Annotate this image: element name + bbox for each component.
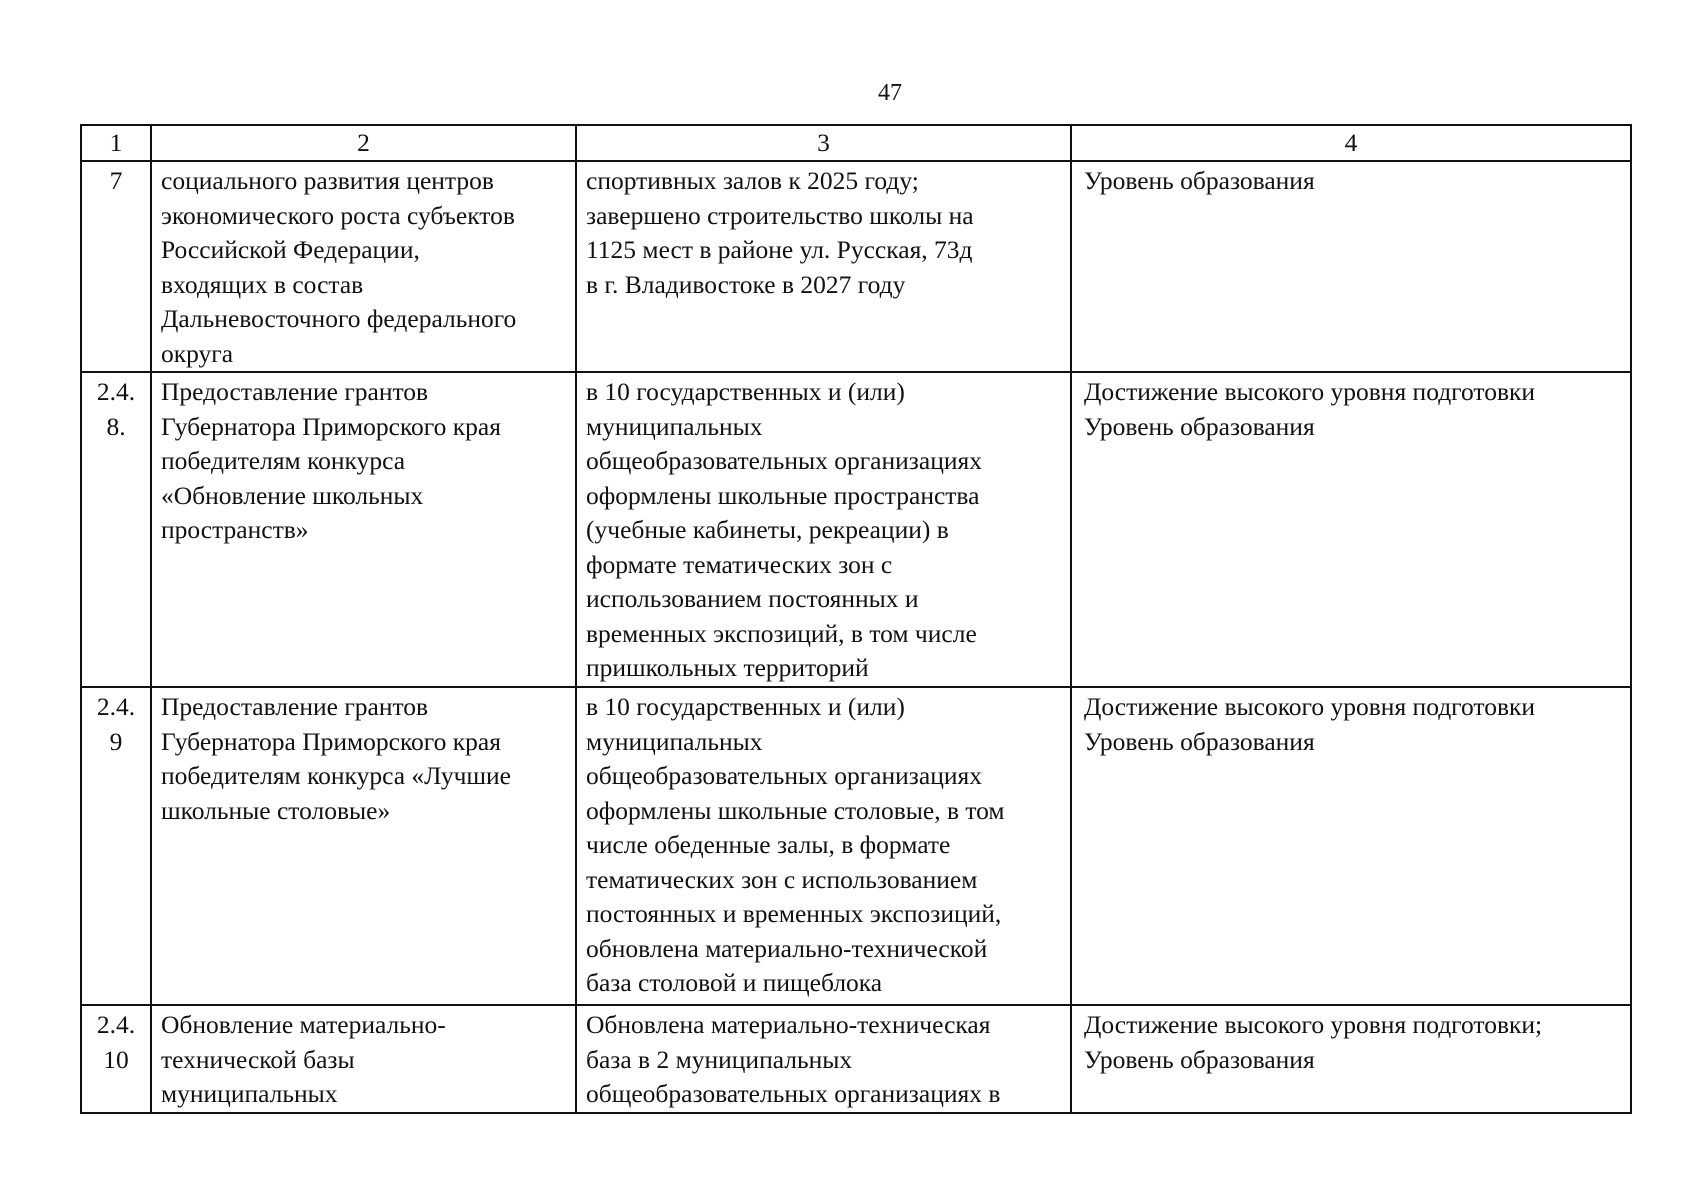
- measure-name-line: победителям конкурса: [161, 446, 406, 475]
- indicator-cell: [1071, 1005, 1631, 1113]
- row-number: 7: [109, 166, 123, 195]
- row-number: 2.4.: [96, 1010, 136, 1039]
- measure-result-line: база столовой и пищеблока: [586, 968, 883, 997]
- measure-name-line: входящих в состав: [161, 269, 364, 299]
- measure-result-line: завершено строительство школы на: [586, 200, 974, 230]
- measure-name-line: Дальневосточного федерального: [161, 304, 517, 333]
- measure-result-line: муниципальных: [586, 411, 763, 441]
- measure-result-line: постоянных и временных экспозиций,: [586, 899, 1002, 928]
- measure-result-line: 1125 мест в районе ул. Русская, 73д: [586, 235, 973, 264]
- measure-name-line: Предоставление грантов: [161, 692, 429, 721]
- table-header-row: [81, 125, 1631, 161]
- measure-result-line: (учебные кабинеты, рекреации) в: [586, 515, 949, 544]
- measure-result-line: в 10 государственных и (или): [586, 377, 905, 406]
- row-number-cell: [81, 1005, 151, 1113]
- measure-result-line: общеобразовательных организациях в: [586, 1079, 1001, 1108]
- row-number-cell: [81, 372, 151, 687]
- row-number-cell: [81, 687, 151, 1005]
- measure-result-line: обновлена материально-технической: [586, 933, 988, 963]
- measure-result-line: пришкольных территорий: [586, 653, 869, 682]
- table-row: [81, 161, 1631, 372]
- measure-name-cell: [151, 1005, 576, 1113]
- measure-result-line: использованием постоянных и: [586, 584, 919, 613]
- measure-result-line: в г. Владивостоке в 2027 году: [586, 269, 906, 299]
- measure-result-line: база в 2 муниципальных: [586, 1044, 853, 1074]
- measure-name-line: Губернатора Приморского края: [161, 726, 501, 756]
- measure-result-cell: [576, 161, 1071, 372]
- measure-result-line: числе обеденные залы, в формате: [586, 830, 951, 859]
- indicator-line: Достижение высокого уровня подготовки: [1084, 692, 1536, 721]
- row-number: 8.: [106, 411, 126, 441]
- table-row: [81, 372, 1631, 687]
- measure-result-line: общеобразовательных организациях: [586, 446, 982, 475]
- row-number: 2.4.: [96, 692, 136, 721]
- measure-name-cell: [151, 161, 576, 372]
- indicator-line: Уровень образования: [1084, 411, 1315, 441]
- page-number: 47: [878, 80, 902, 106]
- column-header-1: 1: [81, 125, 151, 161]
- indicator-line: Достижение высокого уровня подготовки;: [1084, 1010, 1543, 1039]
- measure-name-cell: [151, 372, 576, 687]
- measure-name-line: школьные столовые»: [161, 795, 391, 825]
- measure-name-line: Предоставление грантов: [161, 377, 429, 406]
- measure-result-cell: [576, 687, 1071, 1005]
- measure-result-line: спортивных залов к 2025 году;: [586, 166, 919, 195]
- measure-name-line: пространств»: [161, 515, 309, 544]
- row-number: 2.4.: [96, 377, 136, 406]
- measure-name-cell: [151, 687, 576, 1005]
- measure-result-cell: [576, 372, 1071, 687]
- indicator-line: Достижение высокого уровня подготовки: [1084, 377, 1536, 406]
- column-header-2: 2: [151, 125, 576, 161]
- measure-name-line: экономического роста субъектов: [161, 200, 515, 230]
- measure-name-line: муниципальных: [161, 1079, 338, 1108]
- column-header-4: 4: [1071, 125, 1631, 161]
- measures-table: [80, 124, 1632, 1114]
- measure-result-line: временных экспозиций, в том числе: [586, 618, 977, 648]
- table-row: [81, 687, 1631, 1005]
- measure-result-line: оформлены школьные столовые, в том: [586, 795, 1005, 825]
- measure-name-line: Российской Федерации,: [161, 235, 420, 264]
- measure-name-line: Губернатора Приморского края: [161, 411, 501, 441]
- row-number: 10: [103, 1044, 129, 1074]
- indicator-line: Уровень образования: [1084, 166, 1315, 195]
- measure-result-line: в 10 государственных и (или): [586, 692, 905, 721]
- column-header-3: 3: [576, 125, 1071, 161]
- row-number: 9: [109, 726, 123, 756]
- measure-result-line: Обновлена материально-техническая: [586, 1010, 991, 1039]
- indicator-line: Уровень образования: [1084, 726, 1315, 756]
- measure-name-line: социального развития центров: [161, 166, 494, 195]
- measure-result-line: муниципальных: [586, 726, 763, 756]
- measure-name-line: победителям конкурса «Лучшие: [161, 761, 511, 790]
- indicator-cell: [1071, 161, 1631, 372]
- row-number-cell: [81, 161, 151, 372]
- measure-name-line: Обновление материально-: [161, 1010, 446, 1039]
- indicator-cell: [1071, 372, 1631, 687]
- measure-result-cell: [576, 1005, 1071, 1113]
- measure-name-line: округа: [161, 338, 234, 368]
- measure-result-line: оформлены школьные пространства: [586, 480, 980, 510]
- measure-result-line: общеобразовательных организациях: [586, 761, 982, 790]
- indicator-line: Уровень образования: [1084, 1044, 1315, 1074]
- measure-name-line: технической базы: [161, 1044, 355, 1074]
- measure-name-line: «Обновление школьных: [161, 480, 424, 510]
- measure-result-line: формате тематических зон с: [586, 549, 893, 579]
- table-row: [81, 1005, 1631, 1113]
- indicator-cell: [1071, 687, 1631, 1005]
- measure-result-line: тематических зон с использованием: [586, 864, 978, 894]
